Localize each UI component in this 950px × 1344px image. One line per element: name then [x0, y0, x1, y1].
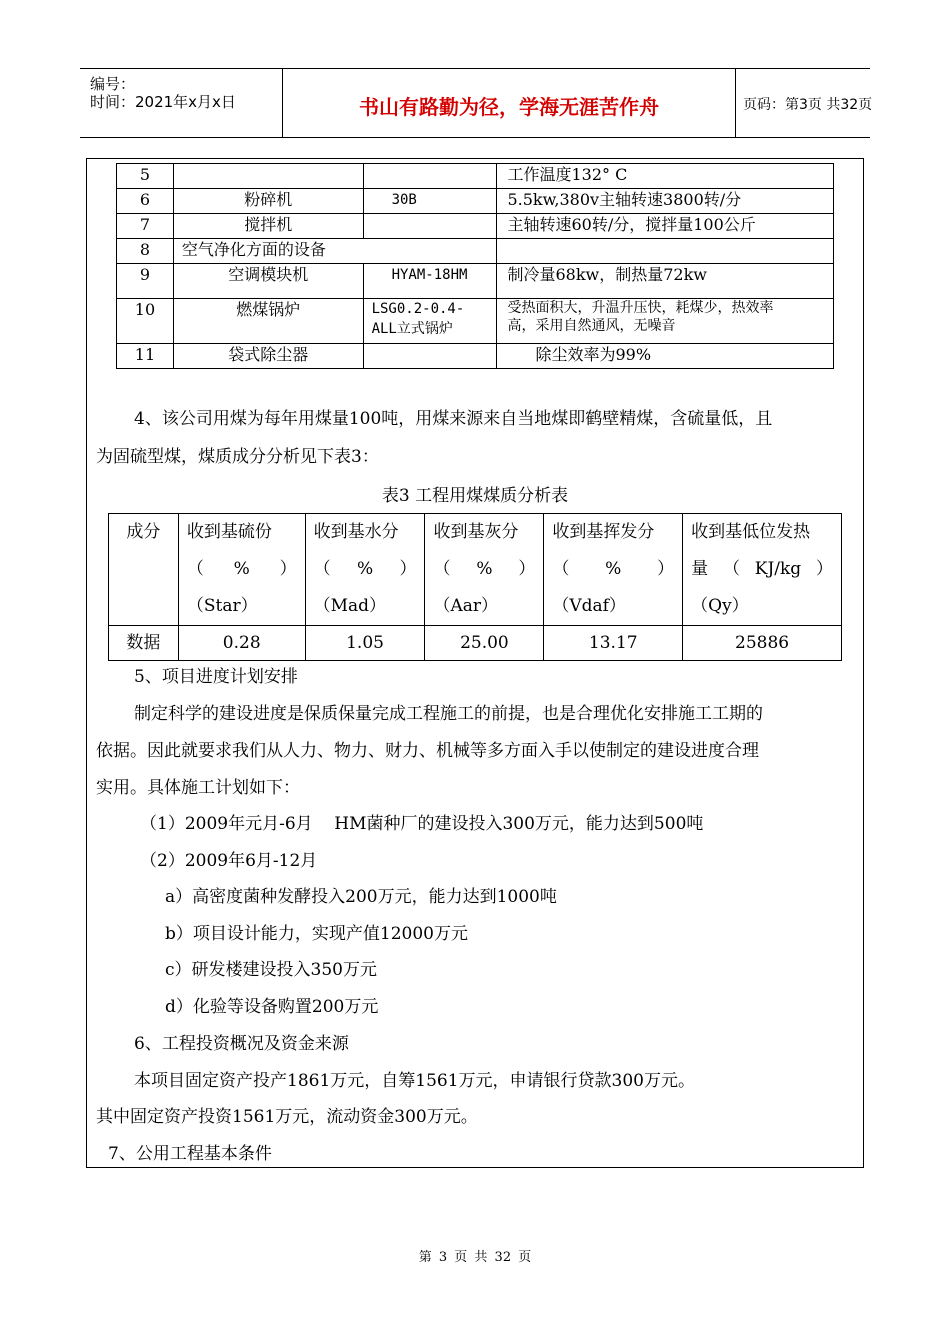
- header-page-cell: [735, 69, 873, 137]
- equipment-spec: [497, 239, 834, 264]
- equipment-spec: [497, 299, 834, 344]
- table-cell: 25886: [683, 626, 842, 661]
- paren: ）: [518, 559, 536, 579]
- table-data-row: [109, 626, 842, 661]
- equipment-spec: 除尘效率为99%: [497, 344, 834, 369]
- equipment-model: 30B: [363, 189, 497, 214]
- header-line3: （Star）: [186, 596, 258, 616]
- number-label: 编号：: [90, 75, 136, 93]
- section5-para-line3: 实用。具体施工计划如下：: [96, 778, 300, 798]
- table-row: [117, 189, 834, 214]
- equipment-model: [363, 164, 497, 189]
- equipment-name: 搅拌机: [173, 214, 363, 239]
- header-line3: （Qy）: [691, 596, 749, 616]
- row-number: 7: [117, 214, 174, 239]
- equipment-table: [116, 163, 834, 369]
- model-line: ALL立式锅炉: [371, 321, 453, 337]
- page-header: [80, 68, 873, 138]
- equipment-model: [363, 214, 497, 239]
- paren: （: [552, 559, 570, 579]
- row-number: 8: [117, 239, 174, 264]
- equipment-spec: 主轴转速60转/分，搅拌量100公斤: [497, 214, 834, 239]
- equipment-name: 袋式除尘器: [173, 344, 363, 369]
- table-cell: 25.00: [425, 626, 544, 661]
- header-motto-cell: [282, 69, 736, 137]
- col-header: [425, 514, 544, 626]
- equipment-name: 燃煤锅炉: [173, 299, 363, 344]
- spec-line: 高，采用自然通风，无噪音: [507, 318, 676, 334]
- paren: ）: [279, 559, 297, 579]
- table-row: [117, 344, 834, 369]
- model-line: LSG0.2-0.4-: [371, 301, 465, 317]
- header-text: 收到基硫份: [186, 522, 272, 542]
- equipment-spec: 制冷量68kw，制热量72kw: [497, 264, 834, 299]
- table-row: [117, 239, 834, 264]
- header-line1: 收到基水分: [313, 522, 399, 542]
- paren: （: [313, 559, 331, 579]
- unit: %: [356, 559, 374, 579]
- section6-para-line2: 其中固定资产投资1561万元，流动资金300万元。: [96, 1107, 478, 1127]
- section5-para-line2: 依据。因此就要求我们从人力、物力、财力、机械等多方面入手以使制定的建设进度合理: [96, 741, 759, 761]
- coal-paragraph-line2: 为固硫型煤，煤质成分分析见下表3：: [96, 447, 379, 467]
- table-cell: 0.28: [178, 626, 305, 661]
- section5-para-line1: 制定科学的建设进度是保质保量完成工程施工的前提，也是合理优化安排施工工期的: [134, 704, 763, 724]
- motto: 书山有路勤为径，学海无涯苦作舟: [359, 95, 659, 119]
- equipment-spec: 工作温度132° C: [497, 164, 834, 189]
- header-line2: [187, 551, 297, 588]
- equipment-name: [173, 164, 363, 189]
- table3-caption: 表3 工程用煤煤质分析表: [381, 486, 569, 506]
- paren: （: [186, 559, 204, 579]
- spec-line: 受热面积大，升温升压快，耗煤少，热效率: [507, 300, 774, 316]
- header-line2: [433, 551, 535, 588]
- header-line1: 收到基挥发分: [552, 522, 655, 542]
- unit: KJ/kg: [754, 559, 802, 579]
- equipment-name: 空气净化方面的设备: [173, 239, 497, 264]
- equipment-model: HYAM-18HM: [363, 264, 497, 299]
- paren: ）: [815, 559, 833, 579]
- paren: （: [722, 559, 740, 579]
- col-header: [683, 514, 842, 626]
- equipment-name: 空调模块机: [173, 264, 363, 299]
- row-number: 6: [117, 189, 174, 214]
- paren: （: [433, 559, 451, 579]
- section6-para-line1: 本项目固定资产投产1861万元，自筹1561万元，申请银行贷款300万元。: [134, 1071, 695, 1091]
- plan-item-2a: a）高密度菌种发酵投入200万元，能力达到1000吨: [165, 887, 557, 907]
- row-number: 9: [117, 264, 174, 299]
- col-header: [178, 514, 305, 626]
- plan-item-2b: b）项目设计能力，实现产值12000万元: [165, 924, 468, 944]
- unit: %: [233, 559, 250, 579]
- table-row: [117, 299, 834, 344]
- plan-item-2: （2）2009年6月-12月: [140, 851, 318, 871]
- row-label-text: 成分: [126, 522, 161, 542]
- header-line2: [691, 551, 833, 588]
- table-cell: 1.05: [305, 626, 425, 661]
- table-header-row: [109, 514, 842, 626]
- header-line3: （Aar）: [433, 596, 499, 616]
- plan-item-1: （1）2009年元月-6月 HM菌种厂的建设投入300万元，能力达到500吨: [140, 814, 704, 834]
- page-label: 页码：第3页 共32页: [743, 97, 873, 113]
- time-label: 时间：2021年x月x日: [90, 93, 236, 111]
- coal-paragraph-line1: 4、该公司用煤为每年用煤量100吨，用煤来源来自当地煤即鹤壁精煤，含硫量低，且: [134, 409, 773, 429]
- row-number: 5: [117, 164, 174, 189]
- paren: ）: [399, 559, 417, 579]
- header-line2: [314, 551, 417, 588]
- header-line1: 收到基低位发热: [691, 522, 811, 542]
- row-number: 11: [117, 344, 174, 369]
- page-footer: 第 3 页 共 32 页: [418, 1250, 532, 1265]
- row-label: [109, 514, 179, 626]
- row-number: 10: [117, 299, 174, 344]
- header-line1: [187, 514, 297, 551]
- table-row: [117, 214, 834, 239]
- header-meta: [80, 69, 282, 137]
- table-row: [117, 264, 834, 299]
- equipment-model: [363, 299, 497, 344]
- table-cell: 13.17: [544, 626, 683, 661]
- equipment-model: [363, 344, 497, 369]
- header-line3: （Mad）: [313, 596, 387, 616]
- col-header: [544, 514, 683, 626]
- equipment-name: 粉碎机: [173, 189, 363, 214]
- header-line2: [552, 551, 674, 588]
- table-row: [117, 164, 834, 189]
- paren: ）: [657, 559, 675, 579]
- section6-title: 6、工程投资概况及资金来源: [134, 1034, 349, 1054]
- header-line3: （Vdaf）: [552, 596, 626, 616]
- plan-item-2d: d）化验等设备购置200万元: [165, 997, 379, 1017]
- coal-analysis-table: [108, 513, 842, 661]
- text: 量: [691, 559, 709, 579]
- equipment-spec: 5.5kw,380v主轴转速3800转/分: [497, 189, 834, 214]
- unit: %: [476, 559, 493, 579]
- section7-title: 7、公用工程基本条件: [108, 1144, 272, 1164]
- header-line1: 收到基灰分: [433, 522, 519, 542]
- unit: %: [605, 559, 622, 579]
- row-label: 数据: [109, 626, 179, 661]
- plan-item-2c: c）研发楼建设投入350万元: [165, 960, 377, 980]
- section5-title: 5、项目进度计划安排: [134, 667, 298, 687]
- col-header: [305, 514, 425, 626]
